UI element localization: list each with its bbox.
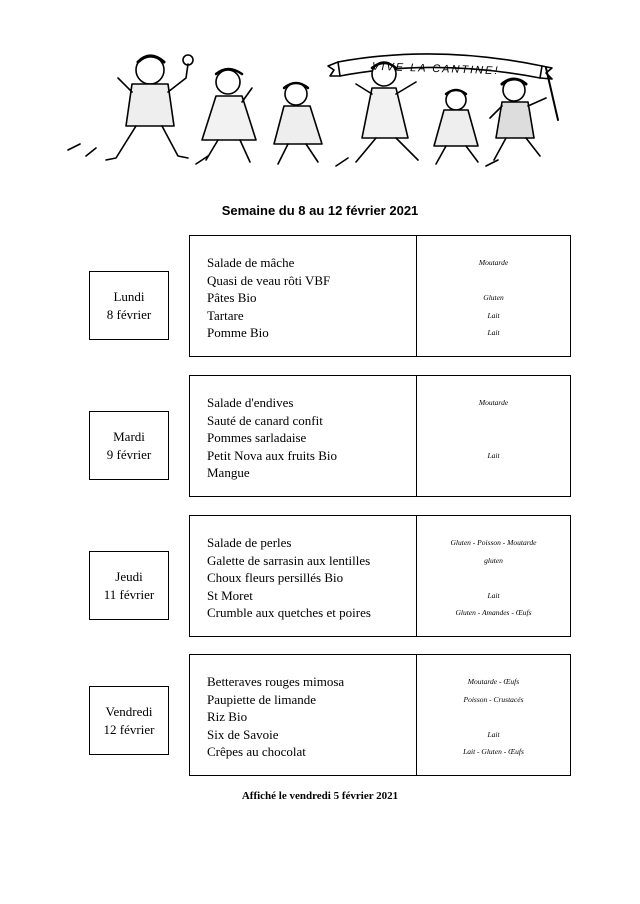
allergen-item: Lait: [487, 450, 500, 460]
dish-item: Petit Nova aux fruits Bio: [207, 447, 337, 463]
day-menu-box: [189, 235, 571, 357]
dish-item: Choux fleurs persillés Bio: [207, 570, 344, 585]
dish-item: Mangue: [207, 465, 250, 480]
dish-item: Galette de sarrasin aux lentilles: [207, 552, 371, 568]
dish-item: Salade d'endives: [207, 395, 294, 410]
dish-list: [190, 655, 417, 775]
day-date: 11 février: [103, 586, 155, 602]
dish-item: Betteraves rouges mimosa: [207, 674, 345, 689]
allergen-item: [417, 429, 570, 447]
dish-item: Riz Bio: [207, 709, 248, 724]
dish-item: Tartare: [207, 307, 244, 323]
day-label-box: [89, 271, 169, 340]
allergen-item: [417, 412, 570, 430]
dish-item: Pommes sarladaise: [207, 430, 307, 445]
dish-item: St Moret: [207, 587, 253, 603]
day-menu-box: [189, 375, 571, 497]
dish-list: [190, 236, 417, 356]
day-label-box: [89, 686, 169, 755]
dish-item: Six de Savoie: [207, 726, 279, 742]
dish-item: Pomme Bio: [207, 325, 269, 340]
day-name: Jeudi: [115, 568, 143, 584]
allergen-item: Moutarde - Œufs: [467, 677, 520, 686]
allergen-item: Moutarde: [478, 258, 509, 267]
allergen-item: Lait - Gluten - Œufs: [463, 747, 524, 756]
allergen-item: Lait: [487, 310, 500, 320]
day-date: 8 février: [106, 306, 152, 322]
dish-item: Crêpes au chocolat: [207, 744, 306, 759]
posted-date: Affiché le vendredi 5 février 2021: [241, 790, 399, 802]
allergen-item: Moutarde: [478, 398, 509, 407]
banner-text: VIVE LA CANTINE!: [371, 60, 500, 78]
day-name: Mardi: [113, 428, 145, 444]
dish-item: Paupiette de limande: [207, 691, 317, 707]
dish-item: Salade de mâche: [207, 255, 295, 270]
allergen-list: [417, 236, 570, 356]
day-menu-box: [189, 515, 571, 637]
day-name: Lundi: [113, 288, 145, 304]
dish-item: Salade de perles: [207, 535, 292, 550]
allergen-item: Gluten - Amandes - Œufs: [455, 608, 532, 617]
day-date: 9 février: [106, 446, 152, 462]
allergen-item: [417, 708, 570, 726]
dish-list: [190, 376, 417, 496]
allergen-list: [417, 655, 570, 775]
allergen-item: [417, 272, 570, 290]
allergen-list: [417, 376, 570, 496]
allergen-item: Poisson - Crustacés: [463, 694, 524, 704]
day-name: Vendredi: [105, 703, 153, 719]
allergen-item: Gluten - Poisson - Moutarde: [450, 538, 537, 547]
allergen-list: [417, 516, 570, 636]
dish-item: Sauté de canard confit: [207, 412, 323, 428]
allergen-item: [417, 464, 570, 482]
dish-list: [190, 516, 417, 636]
allergen-item: Lait: [487, 328, 500, 337]
allergen-item: Lait: [487, 590, 500, 600]
dish-item: Pâtes Bio: [207, 290, 257, 305]
day-label-box: [89, 411, 169, 480]
allergen-item: gluten: [484, 555, 503, 565]
day-label-box: [89, 551, 169, 620]
day-menu-box: [189, 654, 571, 776]
week-title: Semaine du 8 au 12 février 2021: [221, 203, 419, 218]
day-date: 12 février: [103, 721, 155, 737]
allergen-item: Gluten: [483, 293, 504, 302]
allergen-item: Lait: [487, 729, 500, 739]
dish-item: Crumble aux quetches et poires: [207, 605, 371, 620]
allergen-item: [417, 569, 570, 587]
dish-item: Quasi de veau rôti VBF: [207, 272, 331, 288]
children-parade-illustration: [66, 48, 560, 174]
